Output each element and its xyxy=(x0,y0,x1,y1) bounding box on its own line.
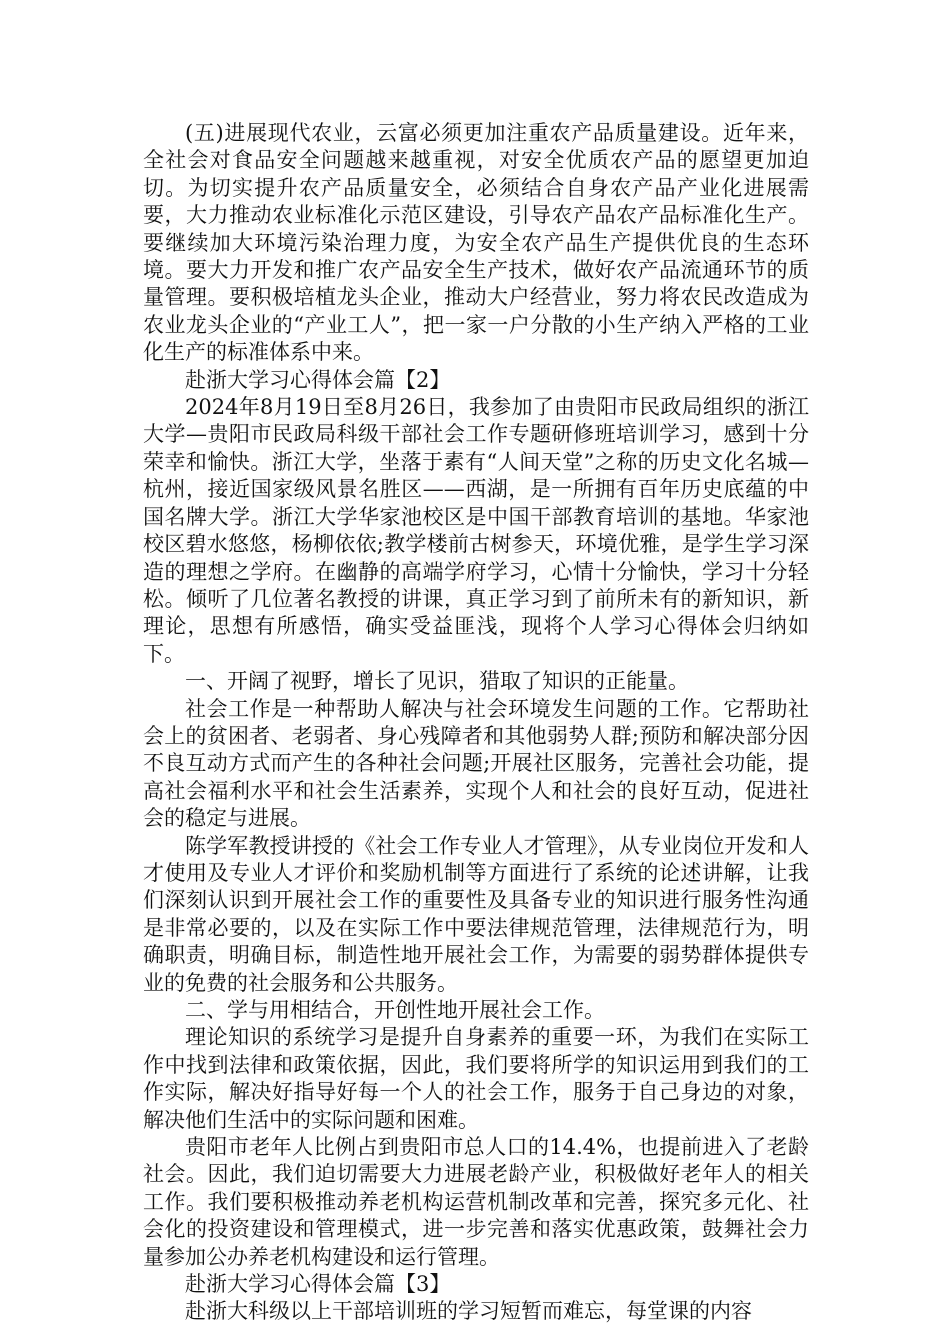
section-heading-2: 赴浙大学习心得体会篇【2】 xyxy=(185,367,451,392)
section-heading-3: 赴浙大学习心得体会篇【3】 xyxy=(185,1272,451,1297)
paragraph-intro: 2024年8月19日至8月26日，我参加了由贵阳市民政局组织的浙江大学—贵阳市民政局科级干部社会工作专题研修班培训学习，感到十分荣幸和愉快。浙江大学，坐落于素有“人间天堂”之称的历史文化名城—杭州，接近国家级风景名胜区——西湖，是一所拥有百年历史底蕴的中国名牌大学。浙江大学华家池校区是中国干部教育培训的基地。华家池校区碧水悠悠，杨柳依依;教学楼前古树参天，环境优雅，是学生学习深造的理想之学府。在幽静的高端学府学习，心情十分愉快，学习十分轻松。倾听了几位著名教授的讲课，真正学习到了前所未有的新知识，新理论，思想有所感悟，确实受益匪浅，现将个人学习心得体会归纳如下。 xyxy=(143,395,809,666)
paragraph-training: 赴浙大科级以上干部培训班的学习短暂而难忘，每堂课的内容 xyxy=(185,1299,752,1324)
subheading-one: 一、开阔了视野，增长了见识，猎取了知识的正能量。 xyxy=(185,669,689,694)
paragraph-professor: 陈学军教授讲授的《社会工作专业人才管理》，从专业岗位开发和人才使用及专业人才评价和奖励机制等方面进行了系统的论述讲解，让我们深刻认识到开展社会工作的重要性及具备专业的知识进行服务性沟通是非常必要的，以及在实际工作中要法律规范管理，法律规范行为，明确职责，明确目标，制造性地开展社会工作，为需要的弱势群体提供专业的免费的社会服务和公共服务。 xyxy=(143,833,809,995)
paragraph-agriculture: (五)进展现代农业，云富必须更加注重农产品质量建设。近年来，全社会对食品安全问题越来越重视，对安全优质农产品的愿望更加迫切。为切实提升农产品质量安全，必须结合自身农产品产业化进展需要，大力推动农业标准化示范区建设，引导农产品农产品标准化生产。要继续加大环境污染治理力度，为安全农产品生产提供优良的生态环境。要大力开发和推广农产品安全生产技术，做好农产品流通环节的质量管理。要积极培植龙头企业，推动大户经营业，努力将农民改造成为农业龙头企业的“产业工人”，把一家一户分散的小生产纳入严格的工业化生产的标准体系中来。 xyxy=(143,121,809,365)
subheading-two: 二、学与用相结合，开创性地开展社会工作。 xyxy=(185,998,605,1022)
document-body xyxy=(143,120,809,1326)
paragraph-elderly: 贵阳市老年人比例占到贵阳市总人口的14.4%，也提前进入了老龄社会。因此，我们迫切需要大力进展老龄产业，积极做好老年人的相关工作。我们要积极推动养老机构运营机制改革和完善，探究多元化、社会化的投资建设和管理模式，进一步完善和落实优惠政策，鼓舞社会力量参加公办养老机构建设和运行管理。 xyxy=(143,1135,809,1269)
paragraph-social-work: 社会工作是一种帮助人解决与社会环境发生问题的工作。它帮助社会上的贫困者、老弱者、身心残障者和其他弱势人群;预防和解决部分因不良互动方式而产生的各种社会问题;开展社区服务，完善社会功能，提高社会福利水平和社会生活素养，实现个人和社会的良好互动，促进社会的稳定与进展。 xyxy=(143,696,809,831)
paragraph-theory: 理论知识的系统学习是提升自身素养的重要一环，为我们在实际工作中找到法律和政策依据，因此，我们要将所学的知识运用到我们的工作实际，解决好指导好每一个人的社会工作，服务于自己身边的对象，解决他们生活中的实际问题和困难。 xyxy=(143,1025,809,1132)
